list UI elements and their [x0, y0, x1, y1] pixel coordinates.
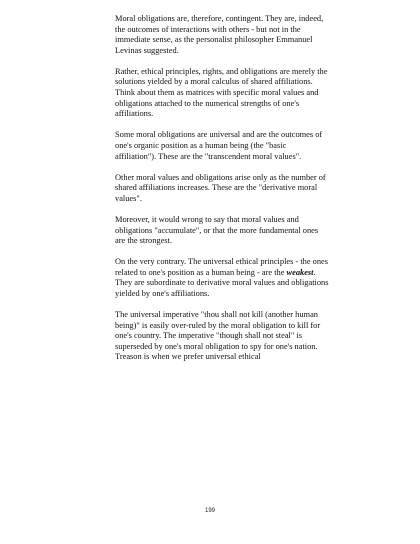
page-number: 199 [204, 508, 215, 514]
paragraph: Moral obligations are, therefore, contingent. They are, indeed, the outcomes of interactions with others - but not in the immediate sense, as the personalist philosopher Emmanuel Levinas suggested. [115, 14, 324, 55]
paragraph: Other moral values and obligations arise only as the number of shared affiliations increases. These are the "derivative moral values". [115, 172, 326, 203]
paragraph: Rather, ethical principles, rights, and obligations are merely the solutions yielded by a moral calculus of shared affiliations. Think about them as matrices with specific moral values and obligations attached to the numerical strengths of one's affiliations. [115, 66, 328, 119]
emphasized-word: weakest [286, 267, 314, 277]
paragraph-text: On the very contrary. The universal ethical principles - the ones related to one's position as a human being - are the [115, 257, 329, 277]
paragraph-text: . They are subordinate to derivative moral values and obligations yielded by one's affiliations. [115, 267, 329, 298]
paragraph: The universal imperative "thou shall not kill (another human being)" is easily over-ruled by the moral obligation to kill for one's country. The imperative "though shall not steal" is superseded by one's moral obligation to spy for one's nation. Treason is when we prefer universal ethical [115, 310, 321, 362]
body-text [115, 14, 329, 374]
paragraph [115, 257, 329, 299]
paragraph: Moreover, it would wrong to say that moral values and obligations "accumulate", or that the more fundamental ones are the strongest. [115, 214, 319, 246]
paragraph: Some moral obligations are universal and are the outcomes of one's organic position as a human being (the "basic affiliation"). These are the "transcendent moral values". [115, 130, 323, 161]
